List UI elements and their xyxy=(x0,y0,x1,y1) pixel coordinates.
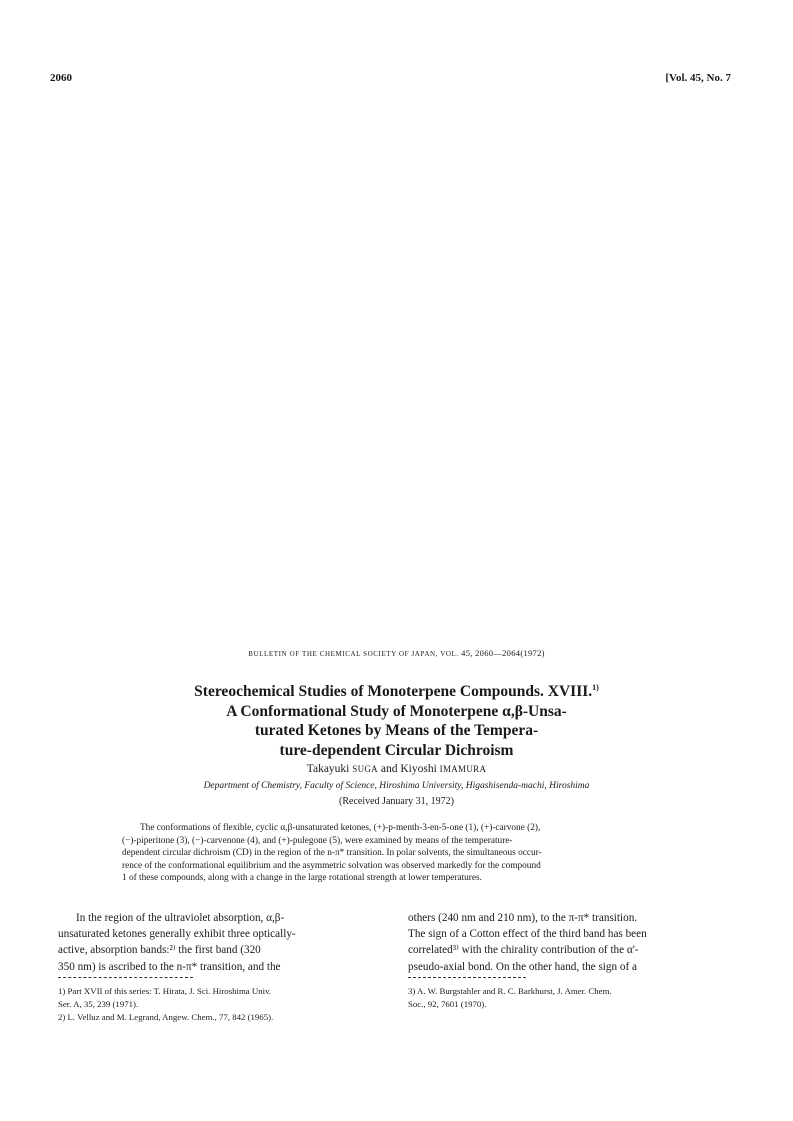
body-line: unsaturated ketones generally exhibit three optically- xyxy=(58,928,296,941)
abstract-line: rence of the conformational equilibrium and the asymmetric solvation was observed markedly for the compound xyxy=(122,860,541,871)
body-line: 350 nm) is ascribed to the n-π* transition, and the xyxy=(58,960,281,973)
abstract-line: The conformations of flexible, cyclic α,β-unsaturated ketones, (+)-p-menth-3-en-5-one (1), (+)-carvone (2), xyxy=(140,823,541,833)
affiliation: Department of Chemistry, Faculty of Science, Hiroshima University, Higashisenda-machi, Hiroshima xyxy=(203,781,590,791)
title-line-4: ture-dependent Circular Dichroism xyxy=(279,741,514,759)
author-2-last: IMAMURA xyxy=(439,764,487,774)
page-number: 2060 xyxy=(50,72,72,84)
authors xyxy=(0,763,793,775)
footnote-separator-left xyxy=(58,977,193,978)
body-column-right xyxy=(408,910,738,975)
abstract-line: (−)-piperitone (3), (−)-carvenone (4), and (+)-pulegone (5), were examined by means of the temperature- xyxy=(122,835,513,846)
body-column-left xyxy=(58,910,388,975)
body-line: pseudo-axial bond. On the other hand, the sign of a xyxy=(408,960,637,973)
author-2-first: Kiyoshi xyxy=(400,763,437,775)
body-line: others (240 nm and 210 nm), to the π-π* transition. xyxy=(408,912,638,924)
body-line: correlated³⁾ with the chirality contribution of the α'- xyxy=(408,944,639,957)
title-footnote-mark: 1) xyxy=(592,683,599,692)
author-1-first: Takayuki xyxy=(306,763,350,775)
author-1-last: SUGA xyxy=(352,764,378,774)
abstract-line: 1 of these compounds, along with a change in the large rotational strength at lower temperatures. xyxy=(122,873,482,884)
footnotes-right xyxy=(408,985,748,1011)
article-title xyxy=(100,678,693,760)
footnote-line: 3) A. W. Burgstahler and R. C. Barkhurst, J. Amer. Chem. xyxy=(408,986,612,996)
journal-name: BULLETIN OF THE CHEMICAL SOCIETY OF JAPAN, VOL. xyxy=(248,650,459,658)
footnote-line: Ser. A, 35, 239 (1971). xyxy=(58,999,139,1009)
body-line: active, absorption bands:²⁾ the first band (320 xyxy=(58,944,261,957)
footnote-line: Soc., 92, 7601 (1970). xyxy=(408,999,487,1009)
footnote-line: 2) L. Velluz and M. Legrand, Angew. Chem., 77, 842 (1965). xyxy=(58,1012,274,1022)
title-line-2: A Conformational Study of Monoterpene α,β-Unsa- xyxy=(226,702,567,720)
author-conjunction: and xyxy=(380,763,398,775)
journal-pages: 45, 2060—2064(1972) xyxy=(461,648,545,658)
body-line: In the region of the ultraviolet absorption, α,β- xyxy=(76,912,285,924)
abstract xyxy=(122,822,692,885)
received-date: (Received January 31, 1972) xyxy=(339,796,454,807)
journal-citation xyxy=(0,648,793,658)
footnotes-left xyxy=(58,985,398,1024)
volume-info: [Vol. 45, No. 7 xyxy=(665,72,731,84)
title-line-3: turated Ketones by Means of the Tempera- xyxy=(254,722,539,740)
footnote-line: 1) Part XVII of this series: T. Hirata, J. Sci. Hiroshima Univ. xyxy=(58,986,272,996)
footnote-separator-right xyxy=(408,977,526,978)
title-line-1: Stereochemical Studies of Monoterpene Compounds. XVIII.$^{1)}$ xyxy=(194,683,599,701)
abstract-line: dependent circular dichroism (CD) in the region of the n-π* transition. In polar solvents, the simultaneous occur- xyxy=(122,848,542,859)
body-line: The sign of a Cotton effect of the third band has been xyxy=(408,928,647,941)
